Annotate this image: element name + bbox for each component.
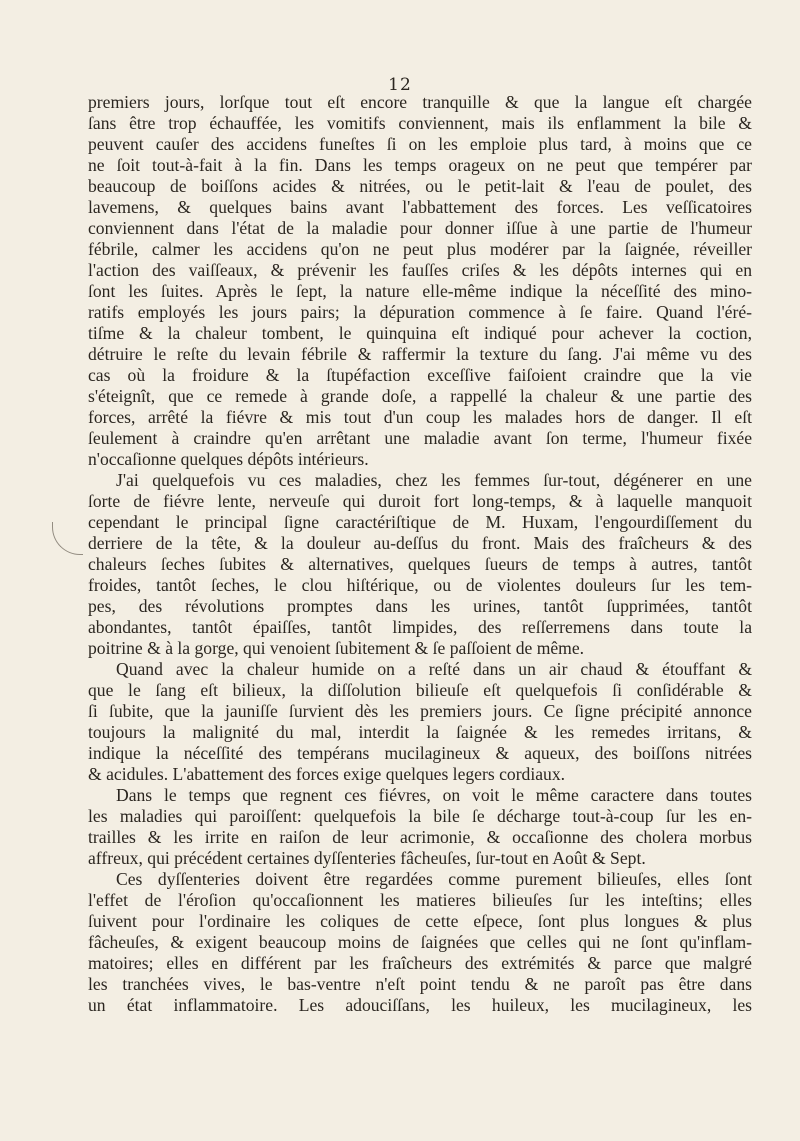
text-line: conviennent dans l'état de la maladie pour donner iſſue à une partie de l'humeur bbox=[88, 218, 752, 238]
text-line: beaucoup de boiſſons acides & nitrées, ou le petit-lait & l'eau de poulet, des bbox=[88, 176, 752, 196]
text-line: n'occaſionne quelques dépôts intérieurs. bbox=[88, 449, 369, 469]
text-line: Ces dyſſenteries doivent être regardées comme purement bilieuſes, elles ſont bbox=[116, 869, 752, 889]
text-line: ſans être trop échauffée, les vomitifs conviennent, mais ils enflamment la bile & bbox=[88, 113, 752, 133]
text-line: derriere de la tête, & la douleur au-deſſus du front. Mais des fraîcheurs & des bbox=[88, 533, 752, 553]
text-line: froides, tantôt ſeches, le clou hiſtérique, ou de violentes douleurs ſur les tem- bbox=[88, 575, 752, 595]
text-line: ne ſoit tout-à-fait à la fin. Dans les temps orageux on ne peut que tempérer par bbox=[88, 155, 752, 175]
text-line: que le ſang eſt bilieux, la diſſolution bilieuſe eſt quelquefois ſi conſidérable & bbox=[88, 680, 752, 700]
margin-mark bbox=[52, 522, 83, 555]
text-line: l'action des vaiſſeaux, & prévenir les fauſſes criſes & les dépôts internes qui en bbox=[88, 260, 752, 280]
text-line: les maladies qui paroiſſent: quelquefois la bile ſe décharge tout-à-coup ſur les en- bbox=[88, 806, 752, 826]
text-line: fébrile, calmer les accidens qu'on ne peut plus modérer par la ſaignée, réveiller bbox=[88, 239, 752, 259]
body-text bbox=[88, 92, 752, 1016]
text-line: ſont les ſuites. Après le ſept, la nature elle-même indique la néceſſité des mino- bbox=[88, 281, 752, 301]
text-line: l'effet de l'éroſion qu'occaſionnent les matieres bilieuſes ſur les inteſtins; elles bbox=[88, 890, 752, 910]
text-line: cependant le principal ſigne caractériſtique de M. Huxam, l'engourdiſſement du bbox=[88, 512, 752, 532]
text-line: J'ai quelquefois vu ces maladies, chez les femmes ſur-tout, dégénerer en une bbox=[116, 470, 752, 490]
text-line: toujours la malignité du mal, interdit la ſaignée & les remedes irritans, & bbox=[88, 722, 752, 742]
text-line: Dans le temps que regnent ces fiévres, on voit le même caractere dans toutes bbox=[116, 785, 752, 805]
text-line: ſeulement à craindre qu'en arrêtant une maladie avant ſon terme, l'humeur fixée bbox=[88, 428, 752, 448]
text-line: ratifs employés les jours pairs; la dépuration commence à ſe faire. Quand l'éré- bbox=[88, 302, 752, 322]
text-line: ſi ſubite, que la jauniſſe ſurvient dès les premiers jours. Ce ſigne précipité annonce bbox=[88, 701, 752, 721]
text-line: ſorte de fiévre lente, nerveuſe qui duroit fort long-temps, & à laquelle manquoit bbox=[88, 491, 752, 511]
text-line: affreux, qui précédent certaines dyſſenteries fâcheuſes, ſur-tout en Août & Sept. bbox=[88, 848, 646, 868]
text-line: tiſme & la chaleur tombent, le quinquina eſt indiqué pour achever la coction, bbox=[88, 323, 752, 343]
text-line: Quand avec la chaleur humide on a reſté dans un air chaud & étouffant & bbox=[116, 659, 752, 679]
text-line: chaleurs ſeches ſubites & alternatives, quelques ſueurs de temps à autres, tantôt bbox=[88, 554, 752, 574]
text-line: pes, des révolutions promptes dans les urines, tantôt ſupprimées, tantôt bbox=[88, 596, 752, 616]
text-line: poitrine & à la gorge, qui venoient ſubitement & ſe paſſoient de même. bbox=[88, 638, 585, 658]
text-line: premiers jours, lorſque tout eſt encore tranquille & que la langue eſt chargée bbox=[88, 92, 752, 112]
text-line: lavemens, & quelques bains avant l'abbattement des forces. Les veſſicatoires bbox=[88, 197, 752, 217]
text-line: indique la néceſſité des tempérans mucilagineux & aqueux, des boiſſons nitrées bbox=[88, 743, 752, 763]
text-line: peuvent cauſer des accidens funeſtes ſi on les emploie plus tard, à moins que ce bbox=[88, 134, 752, 154]
text-line: un état inflammatoire. Les adouciſſans, les huileux, les mucilagineux, les bbox=[88, 995, 752, 1015]
text-line: abondantes, tantôt épaiſſes, tantôt limpides, des reſſerremens dans toute la bbox=[88, 617, 752, 637]
text-line: s'éteignît, que ce remede à grande doſe, a rappellé la chaleur & une partie des bbox=[88, 386, 752, 406]
text-line: trailles & les irrite en raiſon de leur acrimonie, & occaſionne des cholera morbus bbox=[88, 827, 752, 847]
text-line: fâcheuſes, & exigent beaucoup moins de ſaignées que celles qui ne ſont qu'inflam- bbox=[88, 932, 752, 952]
text-line: & acidules. L'abattement des forces exige quelques legers cordiaux. bbox=[88, 764, 566, 784]
text-line: ſuivent pour l'ordinaire les coliques de cette eſpece, ſont plus longues & plus bbox=[88, 911, 752, 931]
text-line: matoires; elles en différent par les fraîcheurs des extrémités & parce que malgré bbox=[88, 953, 752, 973]
text-line: détruire le reſte du levain fébrile & raffermir la texture du ſang. J'ai même vu des bbox=[88, 344, 752, 364]
text-line: cas où la froidure & la ſtupéfaction exceſſive faiſoient craindre que la vie bbox=[88, 365, 752, 385]
page-number: 12 bbox=[388, 75, 412, 95]
text-line: forces, arrêté la fiévre & mis tout d'un coup les malades hors de danger. Il eſt bbox=[88, 407, 752, 427]
text-line: les tranchées vives, le bas-ventre n'eſt point tendu & ne paroît pas être dans bbox=[88, 974, 752, 994]
